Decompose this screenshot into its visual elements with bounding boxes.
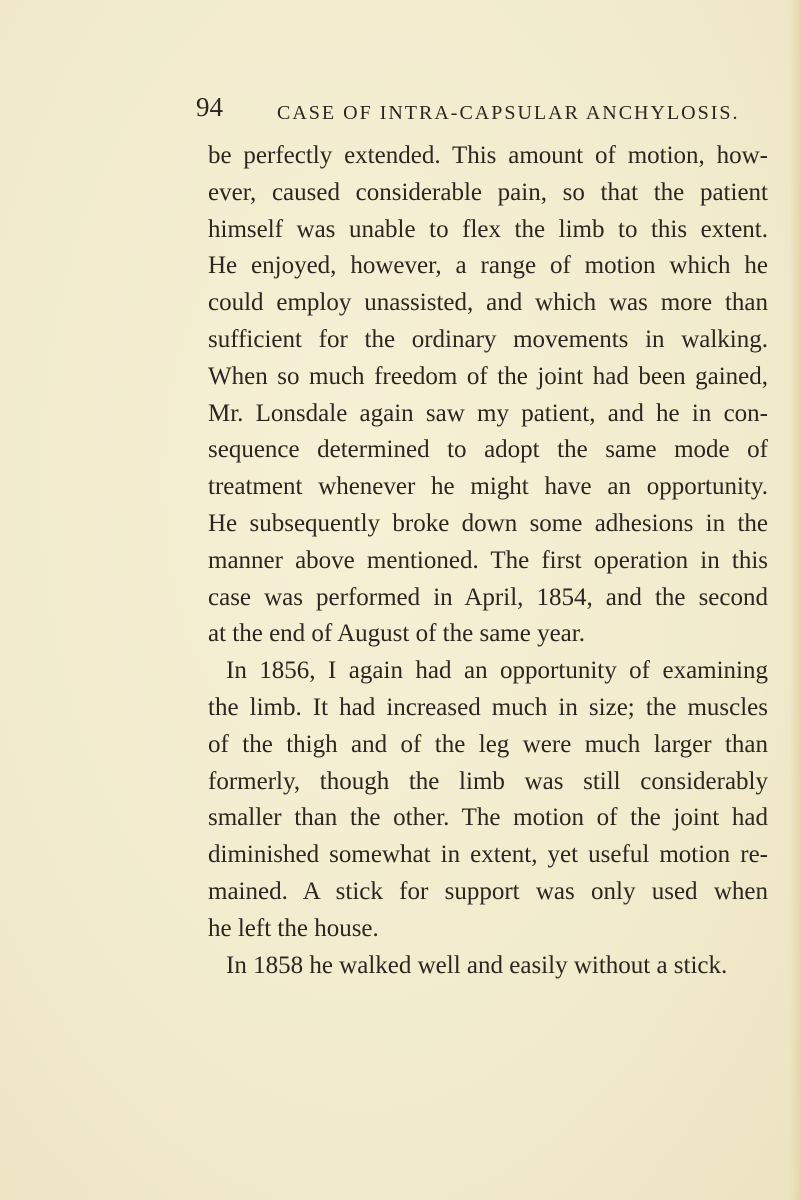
text-line: sequence determined to adopt the same mode of [208, 436, 768, 464]
text-line: diminished somewhat in extent, yet useful motion re- [208, 841, 768, 869]
text-line: of the thigh and of the leg were much larger than [208, 730, 768, 758]
page-header [196, 92, 756, 132]
text-line: case was performed in April, 1854, and the second [208, 583, 768, 611]
text-line: mained. A stick for support was only used when [208, 877, 768, 905]
text-line: could employ unassisted, and which was more than [208, 289, 768, 317]
text-line: In 1856, I again had an opportunity of examining [226, 657, 768, 685]
text-line: When so much freedom of the joint had been gained, [208, 362, 768, 390]
page-edge-shadow [789, 0, 801, 1200]
text-line: the limb. It had increased much in size; the muscles [208, 693, 768, 721]
body-text [208, 138, 768, 984]
text-line: In 1858 he walked well and easily without a stick. [226, 951, 728, 979]
running-head: CASE OF INTRA-CAPSULAR ANCHYLOSIS. [277, 102, 740, 124]
text-line: he left the house. [208, 914, 379, 942]
text-line: He subsequently broke down some adhesions in the [208, 509, 768, 537]
text-line: be perfectly extended. This amount of motion, how- [208, 142, 768, 169]
text-line: treatment whenever he might have an opportunity. [208, 473, 768, 501]
text-line: himself was unable to flex the limb to this extent. [208, 215, 768, 243]
text-line: formerly, though the limb was still considerably [208, 767, 768, 795]
text-line: He enjoyed, however, a range of motion which he [208, 252, 768, 280]
text-line: ever, caused considerable pain, so that the patient [208, 178, 768, 206]
text-line: sufficient for the ordinary movements in walking. [208, 325, 768, 353]
text-line: manner above mentioned. The first operation in this [208, 546, 768, 574]
text-line: at the end of August of the same year. [208, 620, 585, 648]
page-number: 94 [196, 92, 223, 122]
text-line: smaller than the other. The motion of the joint had [208, 804, 768, 832]
text-line: Mr. Lonsdale again saw my patient, and he in con- [208, 399, 768, 427]
